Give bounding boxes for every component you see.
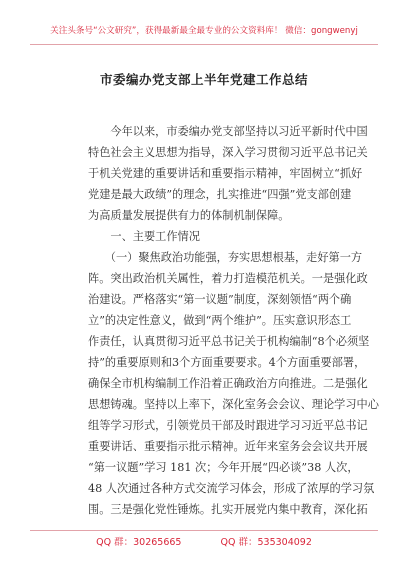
body-line: 思想铸魂。坚持以上率下，深化室务会会议、理论学习中心 bbox=[88, 398, 379, 411]
body-line: 治建设。严格落实“第一议题”制度，深刻领悟“两个确 bbox=[88, 293, 352, 306]
body-line: 48 人次通过各种方式交流学习体会，形成了浓厚的学习氛 bbox=[88, 482, 375, 495]
body-line: 今年以来，市委编办党支部坚持以习近平新时代中国 bbox=[88, 125, 368, 138]
footer-qq-group-2: QQ 群：535304092 bbox=[220, 537, 312, 548]
body-line: （一）聚焦政治功能强，夯实思想根基，走好第一方 bbox=[88, 251, 363, 264]
header-banner: 关注头条号“公文研究”，获得最新最全最专业的公文资料库！ 微信：gongwenyj bbox=[50, 26, 358, 36]
footer-qq-group-1: QQ 群：30265665 bbox=[96, 537, 182, 548]
body-line: 阵。突出政治机关属性，着力打造模范机关。一是强化政 bbox=[88, 272, 368, 285]
body-line: 为高质量发展提供有力的体制机制保障。 bbox=[88, 209, 290, 222]
body-line: 确保全市机构编制工作沿着正确政治方向推进。二是强化 bbox=[88, 377, 368, 390]
document-body bbox=[88, 121, 379, 520]
footer-bar bbox=[0, 534, 408, 548]
body-line: 于机关党建的重要讲话和重要指示精神，牢固树立“抓好 bbox=[88, 167, 363, 180]
body-line: 围。三是强化党性锤炼。扎实开展党内集中教育，深化拓 bbox=[88, 503, 368, 516]
body-line: 组等学习形式，引领党员干部及时跟进学习习近平总书记 bbox=[88, 419, 368, 432]
footer-divider bbox=[30, 530, 378, 531]
body-line: 特色社会主义思想为指导，深入学习贯彻习近平总书记关 bbox=[88, 146, 368, 159]
header-divider bbox=[30, 44, 378, 45]
body-line: 持”的重要原则和3个方面重要要求。4个方面重要部署， bbox=[88, 356, 366, 369]
section-heading: 一、主要工作情况 bbox=[88, 230, 200, 243]
body-line: 立”的决定性意义，做到“两个维护”。压实意识形态工 bbox=[88, 314, 352, 327]
body-line: 作责任，认真贯彻习近平总书记关于机构编制“8个必须坚 bbox=[88, 335, 370, 348]
body-line: 党建是最大政绩”的理念，扎实推进“四强”党支部创建 bbox=[88, 188, 352, 201]
document-title: 市委编办党支部上半年党建工作总结 bbox=[99, 72, 308, 87]
body-line: “第一议题”学习 181 次；今年开展“四必谈”38 人次， bbox=[88, 461, 359, 474]
body-line: 重要讲话、重要指示批示精神。近年来室务会会议共开展 bbox=[88, 440, 368, 453]
